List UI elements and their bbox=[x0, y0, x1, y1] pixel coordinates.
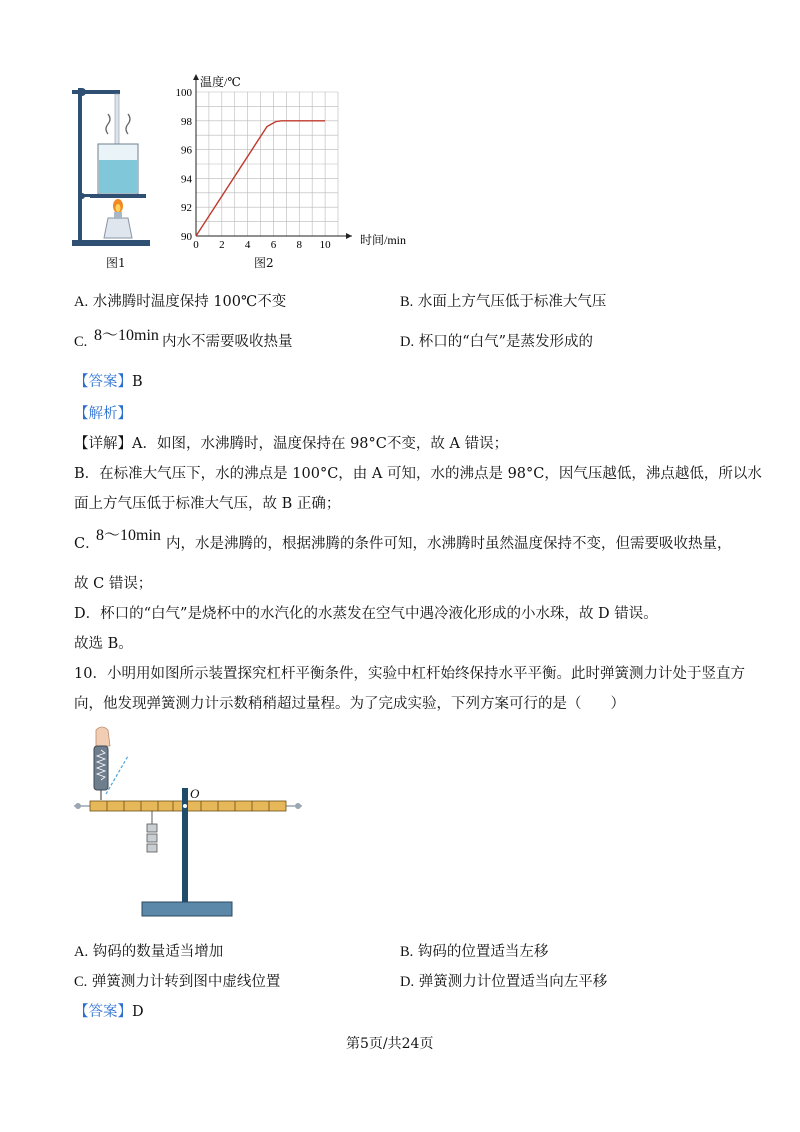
y-tick-label: 94 bbox=[181, 173, 192, 186]
option-letter: C. bbox=[74, 974, 88, 990]
q9-option-a[interactable] bbox=[74, 292, 286, 312]
option-text: 水沸腾时温度保持 100℃不变 bbox=[92, 294, 287, 310]
option-letter: B. bbox=[400, 294, 414, 310]
chart-xlabel: 时间/min bbox=[360, 233, 407, 247]
figure1-apparatus bbox=[68, 82, 160, 252]
q9-option-d[interactable] bbox=[400, 332, 593, 352]
y-tick-label: 92 bbox=[181, 202, 192, 215]
option-letter: A. bbox=[74, 294, 89, 310]
chart-ticks bbox=[176, 87, 332, 251]
figure2-chart bbox=[168, 70, 428, 256]
q9-conclusion: 故选 B。 bbox=[74, 636, 133, 652]
q9-detail-b1: B．在标准大气压下，水的沸点是 100°C，由 A 可知，水的沸点是 98°C，因气压越低，沸点越低，所以水 bbox=[74, 466, 762, 482]
x-tick-label: 6 bbox=[270, 239, 277, 251]
q9-detail-a bbox=[74, 434, 508, 454]
q9-detail-c2: 故 C 错误； bbox=[74, 576, 153, 592]
option-letter: D. bbox=[400, 334, 415, 350]
x-tick-label: 0 bbox=[193, 239, 199, 251]
detail-tag: 【详解】 bbox=[74, 436, 132, 452]
pivot-label: O bbox=[190, 786, 200, 801]
q9-detail-c-letter: C． bbox=[74, 536, 100, 552]
q9-option-c-text: 内水不需要吸收热量 bbox=[162, 334, 293, 350]
chart-ylabel: 温度/℃ bbox=[200, 75, 241, 89]
q9-option-b[interactable] bbox=[400, 292, 606, 312]
x-tick-label: 10 bbox=[319, 239, 331, 251]
chart-grid bbox=[196, 92, 338, 236]
answer-value: D bbox=[132, 1004, 144, 1020]
y-tick-label: 100 bbox=[175, 87, 192, 99]
q9-answer bbox=[74, 372, 143, 392]
option-text: 钩码的数量适当增加 bbox=[92, 944, 224, 960]
figure2-caption: 图2 bbox=[254, 256, 274, 270]
option-letter: C. bbox=[74, 334, 88, 350]
y-tick-label: 90 bbox=[181, 231, 192, 243]
q9-option-c[interactable] bbox=[74, 332, 87, 352]
q9-detail-d: D．杯口的“白气”是烧杯中的水汽化的水蒸发在空气中遇冷液化形成的小水珠，故 D 错误。 bbox=[74, 606, 658, 622]
y-tick-label: 98 bbox=[181, 115, 192, 128]
page-number: 第5页/共24页 bbox=[346, 1036, 434, 1052]
q10-stem-line2: 向，他发现弹簧测力计示数稍稍超过量程。为了完成实验，下列方案可行的是（ ） bbox=[74, 696, 625, 712]
option-letter: A. bbox=[74, 944, 89, 960]
option-letter: B. bbox=[400, 944, 414, 960]
q10-option-b[interactable] bbox=[400, 942, 548, 962]
option-text: 弹簧测力计位置适当向左平移 bbox=[418, 974, 608, 990]
answer-tag: 【答案】 bbox=[74, 1004, 132, 1020]
option-text: 弹簧测力计转到图中虚线位置 bbox=[91, 974, 281, 990]
answer-tag: 【答案】 bbox=[74, 374, 132, 390]
q10-option-d[interactable] bbox=[400, 972, 607, 992]
q10-stem-line1: 10．小明用如图所示装置探究杠杆平衡条件，实验中杠杆始终保持水平平衡。此时弹簧测力计处于竖直方 bbox=[74, 666, 745, 682]
detail-text: A．如图，水沸腾时，温度保持在 98°C不变，故 A 错误； bbox=[132, 436, 509, 452]
q10-answer bbox=[74, 1002, 144, 1022]
lever-figure bbox=[70, 724, 306, 920]
q9-detail-b2: 面上方气压低于标准大气压，故 B 正确； bbox=[74, 496, 341, 512]
q10-option-c[interactable] bbox=[74, 972, 280, 992]
q9-detail-c-formula: 8～10min bbox=[96, 527, 161, 544]
x-tick-label: 8 bbox=[296, 239, 303, 251]
figure1-caption: 图1 bbox=[106, 256, 126, 270]
q9-analysis-tag: 【解析】 bbox=[74, 406, 132, 422]
option-text: 钩码的位置适当左移 bbox=[417, 944, 549, 960]
chart-axes bbox=[193, 74, 352, 239]
x-tick-label: 2 bbox=[219, 239, 225, 251]
q9-detail-c-text: 内，水是沸腾的，根据沸腾的条件可知，水沸腾时虽然温度保持不变，但需要吸收热量， bbox=[166, 536, 732, 552]
option-text: 杯口的“白气”是蒸发形成的 bbox=[418, 334, 594, 350]
x-axis-arrow bbox=[346, 233, 352, 239]
q10-option-a[interactable] bbox=[74, 942, 223, 962]
y-axis-arrow bbox=[193, 74, 199, 80]
y-tick-label: 96 bbox=[181, 144, 192, 157]
x-tick-label: 4 bbox=[244, 239, 251, 251]
option-text: 水面上方气压低于标准大气压 bbox=[417, 294, 607, 310]
q9-option-c-formula: 8～10min bbox=[94, 327, 159, 344]
answer-value: B bbox=[132, 374, 143, 390]
option-letter: D. bbox=[400, 974, 415, 990]
